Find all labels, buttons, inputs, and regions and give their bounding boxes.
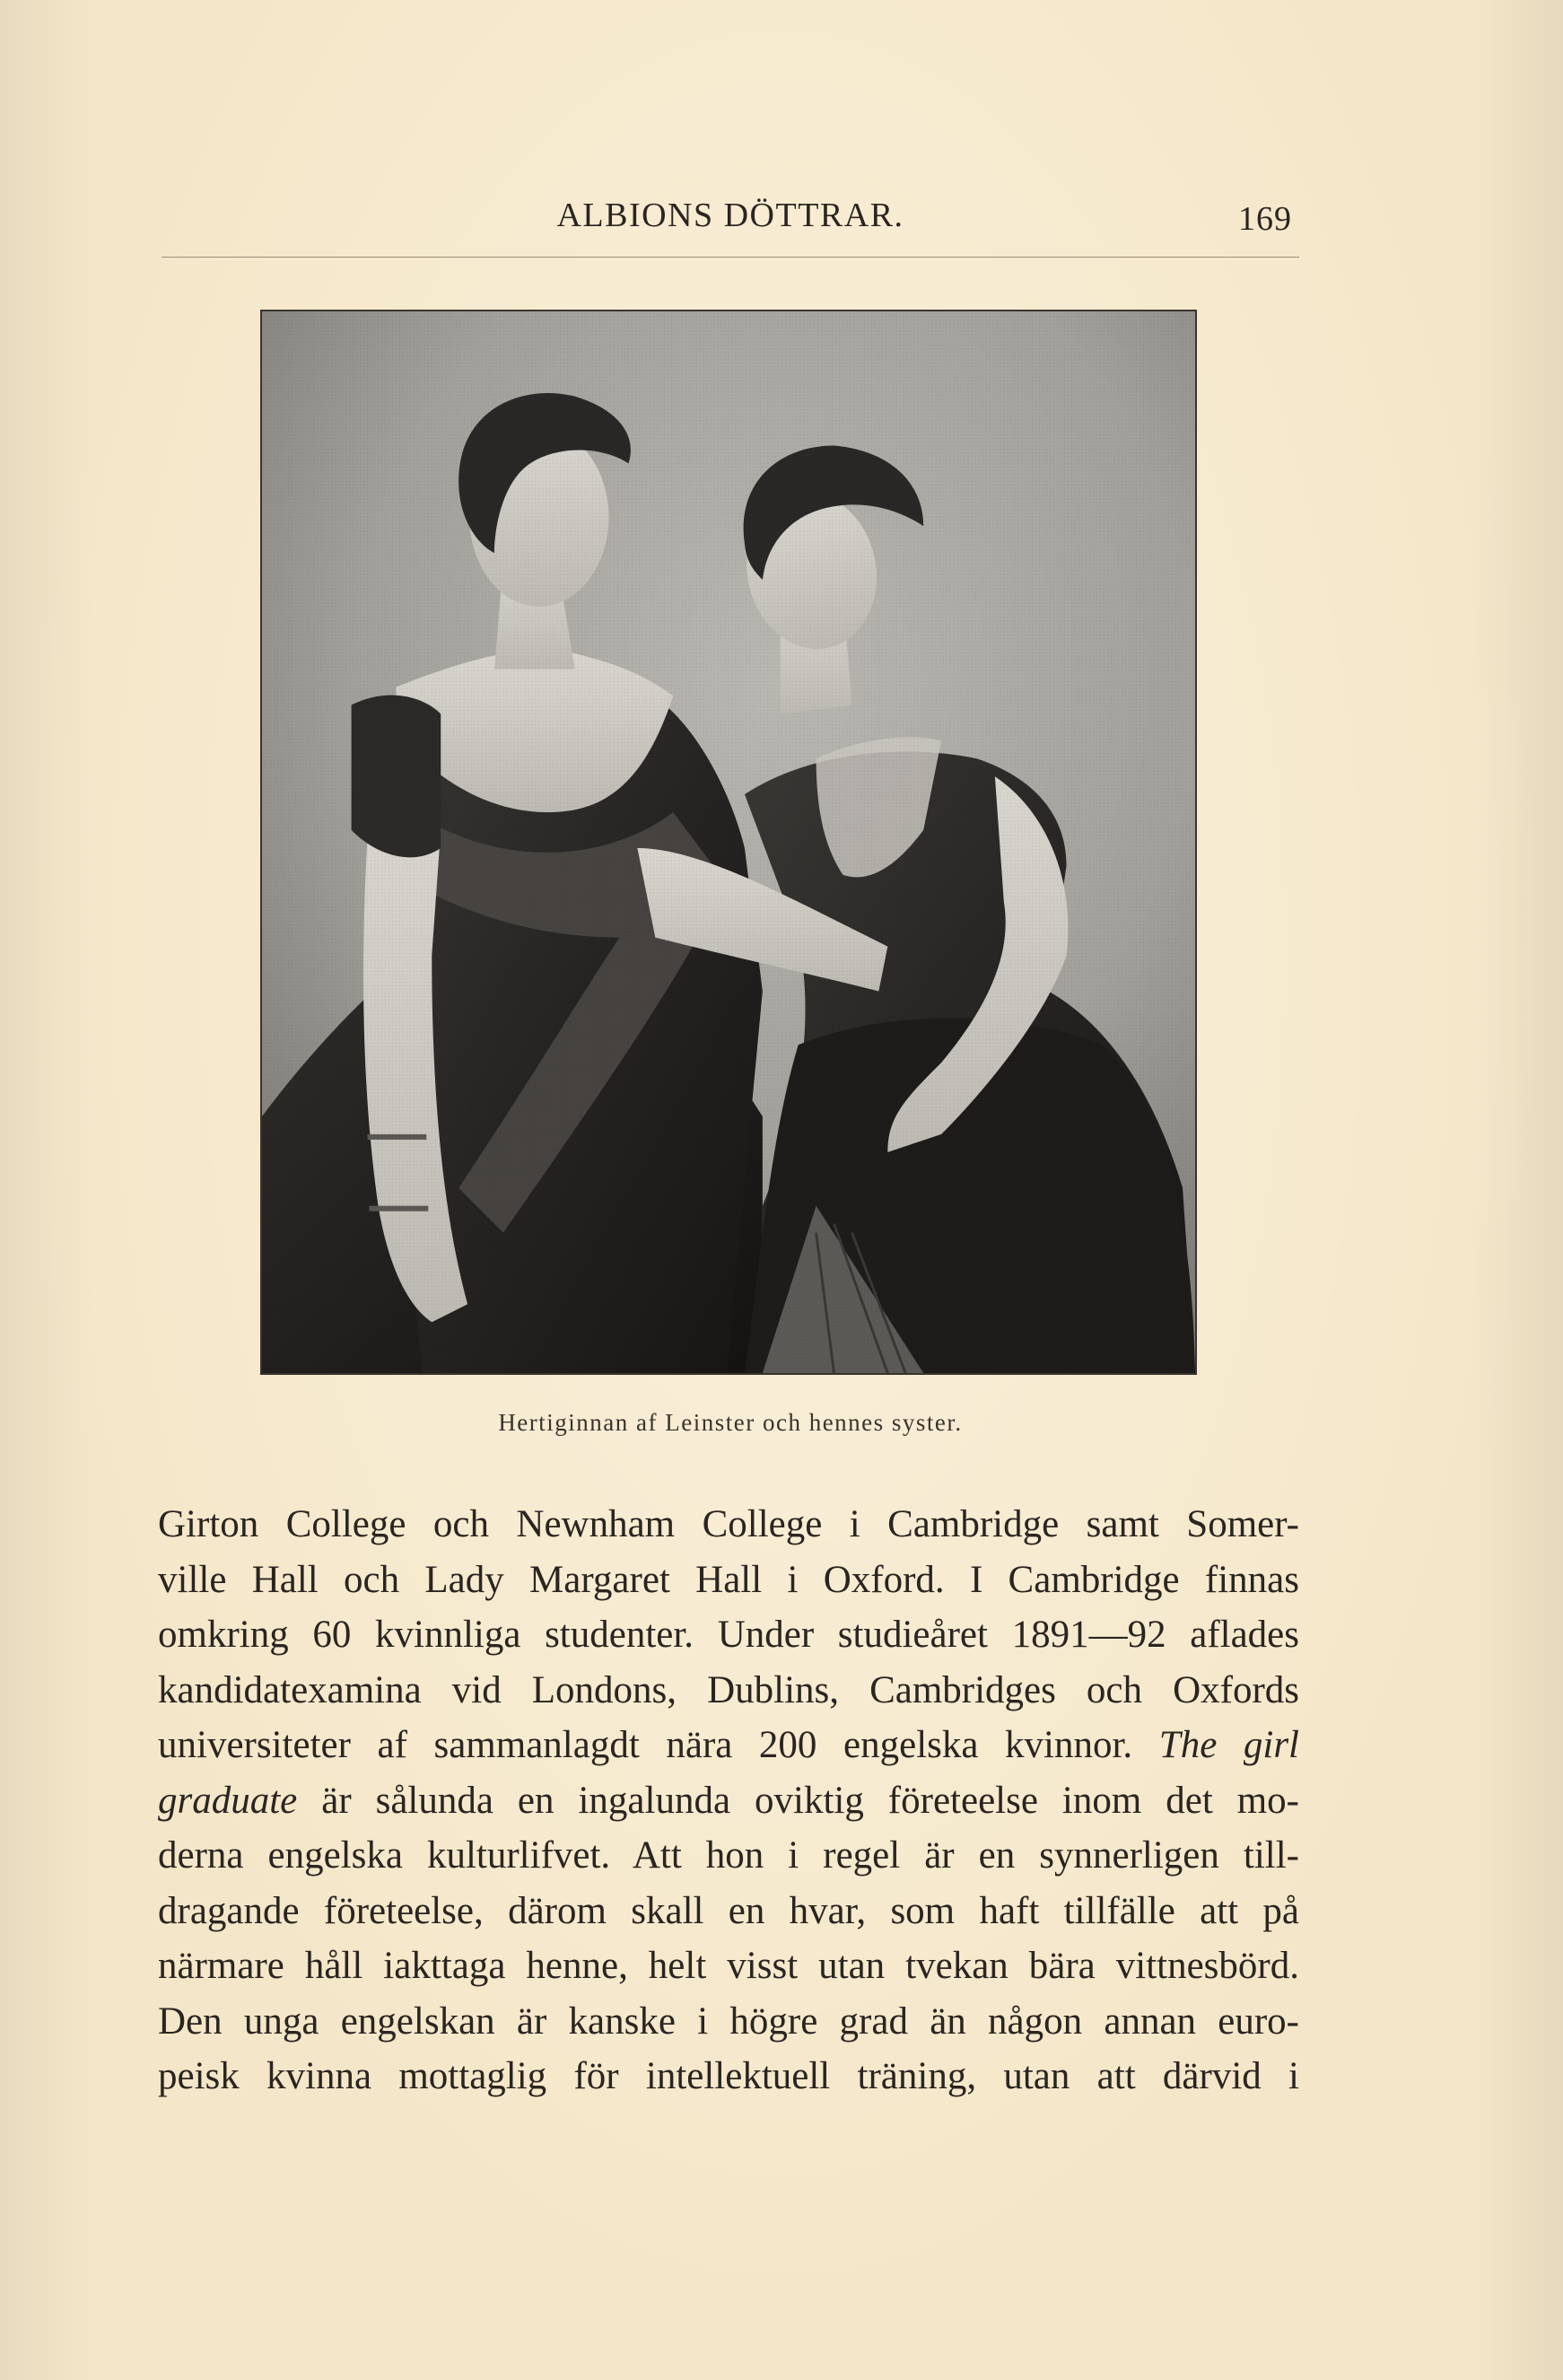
text-span: universiteter af sammanlagdt nära 200 engelska kvinnor. bbox=[158, 1724, 1159, 1766]
italic-phrase: graduate bbox=[158, 1779, 298, 1822]
text-line bbox=[158, 2049, 1299, 2104]
text-line bbox=[158, 1938, 1299, 1994]
text-span: omkring 60 kvinnliga studenter. Under studieåret 1891—92 aflades bbox=[158, 1614, 1299, 1656]
text-line bbox=[158, 1497, 1299, 1553]
text-span: är sålunda en ingalunda oviktig företeelse inom det mo- bbox=[297, 1779, 1299, 1822]
photograph-plate bbox=[260, 310, 1197, 1375]
portrait-illustration bbox=[262, 311, 1195, 1373]
plate-caption: Hertiginnan af Leinster och hennes syster. bbox=[498, 1409, 963, 1436]
text-span: Den unga engelskan är kanske i högre grad än någon annan euro- bbox=[158, 1999, 1299, 2043]
text-span: kandidatexamina vid Londons, Dublins, Cambridges och Oxfords bbox=[158, 1668, 1299, 1711]
text-span: närmare håll iakttaga henne, helt visst utan tvekan bära vittnesbörd. bbox=[158, 1945, 1299, 1987]
text-line bbox=[158, 1718, 1299, 1773]
text-span: dragande företeelse, därom skall en hvar, som haft tillfälle att på bbox=[158, 1889, 1299, 1932]
text-span: ville Hall och Lady Margaret Hall i Oxford. I Cambridge finnas bbox=[158, 1558, 1299, 1601]
running-title: ALBIONS DÖTTRAR. bbox=[556, 197, 904, 234]
text-span: peisk kvinna mottaglig för intellektuell träning, utan att därvid i bbox=[158, 2055, 1299, 2097]
text-line bbox=[158, 1884, 1299, 1939]
page-number: 169 bbox=[1238, 200, 1292, 238]
text-span: Girton College och Newnham College i Cambridge samt Somer- bbox=[158, 1503, 1299, 1545]
body-text bbox=[158, 1497, 1299, 2104]
page-header bbox=[162, 196, 1299, 249]
text-line bbox=[158, 1773, 1299, 1829]
header-rule bbox=[162, 257, 1299, 258]
text-line bbox=[158, 1828, 1299, 1884]
italic-phrase: The girl bbox=[1158, 1724, 1299, 1766]
text-line bbox=[158, 1663, 1299, 1719]
text-line bbox=[158, 1994, 1299, 2050]
text-line bbox=[158, 1607, 1299, 1663]
text-span: derna engelska kulturlifvet. Att hon i regel är en synnerligen till- bbox=[158, 1834, 1299, 1877]
text-line bbox=[158, 1553, 1299, 1608]
